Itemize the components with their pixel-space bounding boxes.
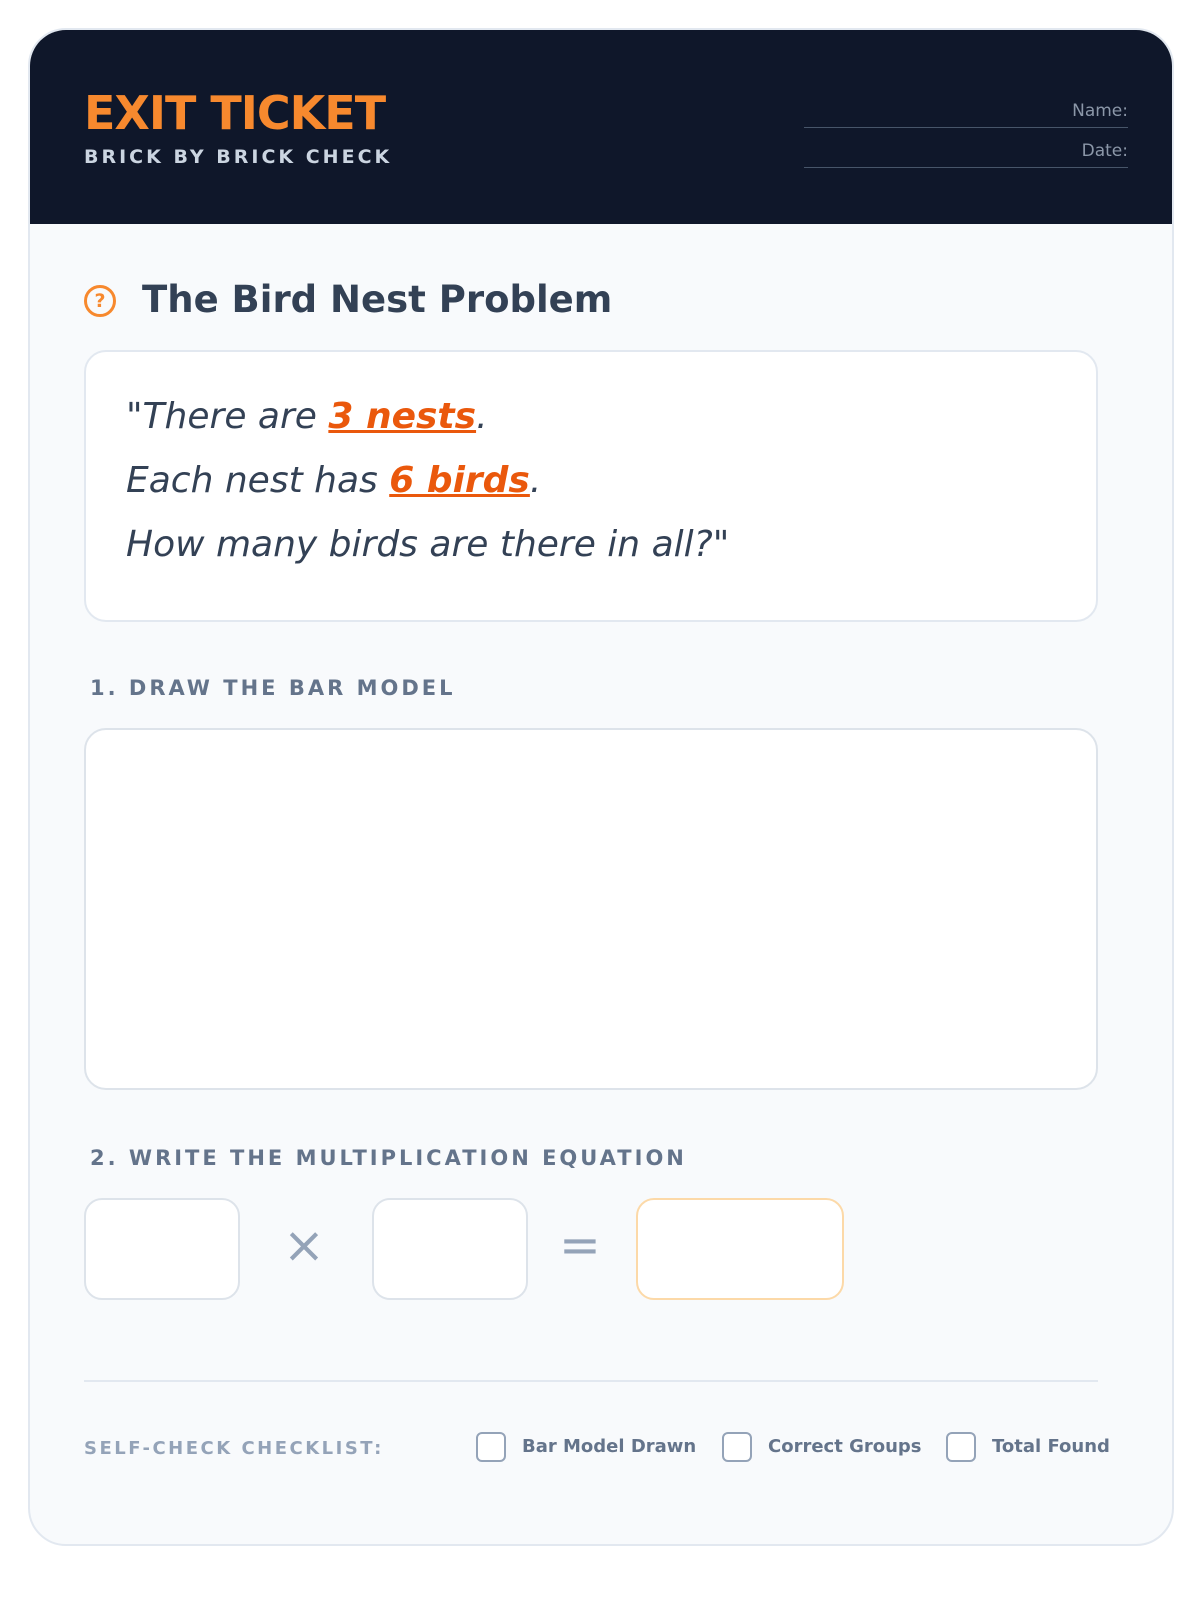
checklist-label: Bar Model Drawn [522, 1436, 697, 1457]
ticket-header [30, 30, 1172, 224]
question-icon: ? [84, 285, 116, 317]
checkbox[interactable] [946, 1432, 976, 1462]
ticket-subtitle: BRICK BY BRICK CHECK [84, 146, 393, 168]
word-problem-box [84, 350, 1098, 622]
story-line-1 [126, 396, 488, 437]
story-line-2 [126, 460, 541, 501]
checkbox[interactable] [722, 1432, 752, 1462]
checkbox[interactable] [476, 1432, 506, 1462]
name-field[interactable] [804, 94, 1128, 128]
story-text: "There are [126, 396, 329, 437]
product-box[interactable] [636, 1198, 844, 1300]
bar-model-drawing-area[interactable] [84, 728, 1098, 1090]
date-field[interactable] [804, 134, 1128, 168]
highlight-birds: 6 birds [389, 460, 530, 501]
factor-1-box[interactable] [84, 1198, 240, 1300]
highlight-nests: 3 nests [328, 396, 477, 437]
story-text: . [476, 396, 488, 437]
story-line-3: How many birds are there in all?" [126, 524, 730, 565]
story-text: . [529, 460, 542, 501]
date-label: Date: [1081, 141, 1128, 161]
equals-symbol: = [559, 1216, 601, 1274]
ticket-title: EXIT TICKET [84, 86, 386, 140]
checklist-label: Total Found [992, 1436, 1110, 1457]
name-label: Name: [1072, 101, 1128, 121]
checklist-title: SELF-CHECK CHECKLIST: [84, 1438, 384, 1459]
step-2-label: 2. WRITE THE MULTIPLICATION EQUATION [90, 1146, 687, 1170]
section-divider [84, 1380, 1098, 1382]
times-symbol: × [283, 1216, 325, 1274]
checklist-label: Correct Groups [768, 1436, 922, 1457]
problem-title: The Bird Nest Problem [142, 278, 613, 321]
exit-ticket-card [28, 28, 1174, 1546]
story-text: Each nest has [126, 460, 390, 501]
factor-2-box[interactable] [372, 1198, 528, 1300]
step-1-label: 1. DRAW THE BAR MODEL [90, 676, 456, 700]
